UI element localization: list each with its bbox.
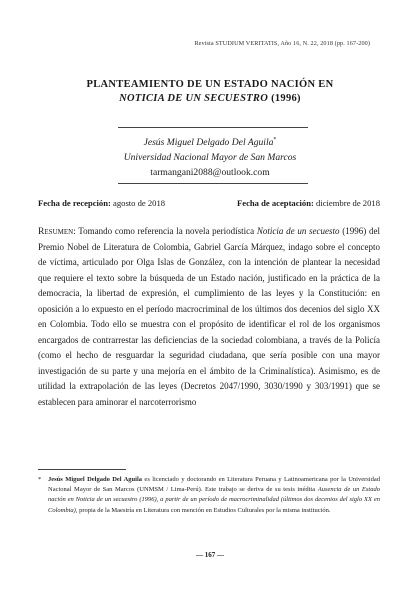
footnote xyxy=(38,475,380,516)
footnote-rule xyxy=(38,469,126,470)
page-number: — 167 — xyxy=(196,551,224,559)
abstract-label: Resumen xyxy=(38,226,74,237)
author-email: tarmangani2088@outlook.com xyxy=(150,167,270,179)
author-institution: Universidad Nacional Mayor de San Marcos xyxy=(123,152,297,164)
title-rule-top xyxy=(118,127,308,128)
title-line-1: PLANTEAMIENTO DE UN ESTADO NACIÓN EN xyxy=(86,79,334,90)
received-date: Fecha de recepción: agosto de 2018 xyxy=(38,198,166,208)
abstract: Resumen: Tomando como referencia la novela periodística Noticia de un secuesto (1996) del Premio Nobel de Literatura de Colombia, Gabriel García Márquez, indago sobre el concepto de víctima, articulado por Olga Islas de González, con la intención de plantear la necesidad que requiere el texto sobre la búsqueda de un Estado nación, justificado en la práctica de la democracia, la libertad de expresión, el cumplimiento de las leyes y la Constitución: en oposición a lo expuesto en el período macrocriminal de los últimos dos decenios del siglo XX en Colombia. Todo ello se muestra con el propósito de identificar el rol de los organismos encargados de contrarrestar las deficiencias de la sociedad colombiana, a través de la Policía (como el hecho de resguardar la seguridad ciudadana, que sería posible con una mayor investigación de su parte y una mejoría en el ámbito de la Criminalística). Asimismo, es de utilidad la extrapolación de las leyes (Decretos 2047/1990, 3030/1990 y 303/1991) que se establecen para aminorar el narcoterrorismo xyxy=(38,226,380,408)
abstract-work-title: Noticia de un secuesto xyxy=(256,226,340,236)
article-title xyxy=(60,78,360,106)
title-year: (1996) xyxy=(271,93,301,104)
author-rule-bottom xyxy=(118,183,308,184)
footnote-mark: * xyxy=(38,476,42,483)
accepted-date: Fecha de aceptación: diciembre de 2018 xyxy=(237,198,380,208)
article-dates xyxy=(38,198,380,208)
journal-header: Revista STUDIUM VERITATIS, Año 16, N. 22, 2018 (pp. 167-200) xyxy=(194,40,370,47)
footnote-body: Jesús Miguel Delgado Del Aguila es licenciado y doctorando en Literatura Peruana y Latinoamericana por la Universidad Nacional Mayor de San Marcos (UNMSM / Lima-Perú). Este trabajo se deriva de su tesis inédita Ausencia de un Estado nación en Noticia de un secuestro (1996), a partir de un período de macrocriminalidad (últimos dos decenios del siglo XX en Colombia), propia de la Maestría en Literatura con mención en Estudios Culturales por la misma institución. xyxy=(48,476,380,514)
author-block xyxy=(60,133,360,180)
author-footnote-mark: * xyxy=(273,137,277,143)
author-name: Jesús Miguel Delgado Del Aguila* xyxy=(143,137,277,149)
title-line-2 xyxy=(60,92,360,106)
title-work-name: NOTICIA DE UN SECUESTRO xyxy=(119,93,269,104)
